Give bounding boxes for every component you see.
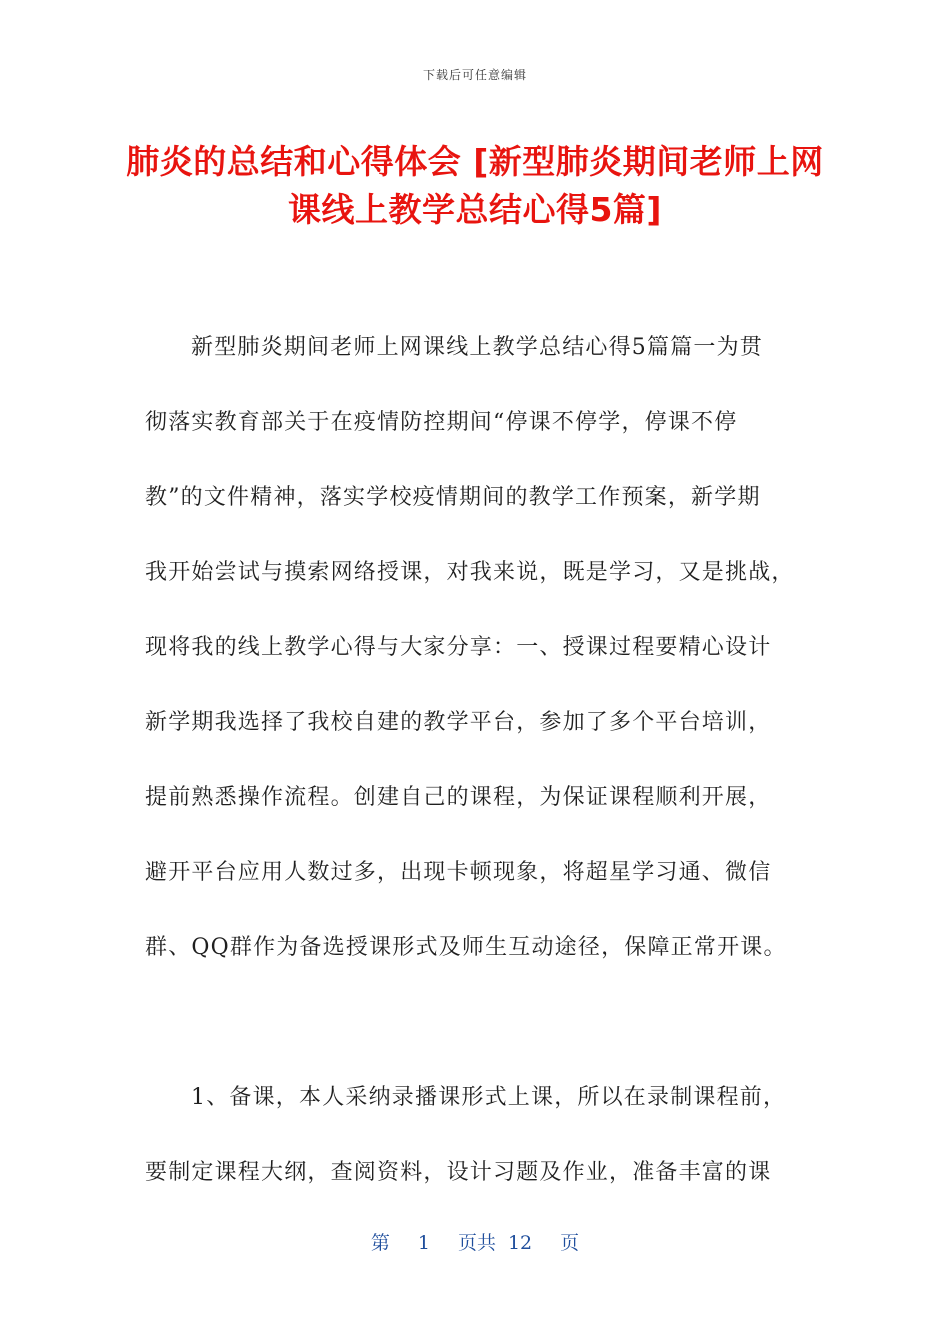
text-line: 群、QQ群作为备选授课形式及师生互动途径，保障正常开课。 — [145, 935, 787, 960]
footer-page-number: 1 — [417, 1232, 430, 1254]
footer-middle: 页共 — [457, 1232, 496, 1254]
paragraph-1 — [145, 330, 805, 970]
text-line: 教”的文件精神，落实学校疫情期间的教学工作预案，新学期 — [145, 485, 761, 510]
text-line: 1、备课，本人采纳录播课形式上课，所以在录制课程前， — [191, 1085, 787, 1110]
footer-suffix: 页 — [560, 1232, 580, 1254]
text-line: 避开平台应用人数过多，出现卡顿现象，将超星学习通、微信 — [145, 860, 772, 885]
document-title: 肺炎的总结和心得体会 [新型肺炎期间老师上网课线上教学总结心得5篇] — [126, 142, 824, 229]
text-line: 新型肺炎期间老师上网课线上教学总结心得5篇篇一为贯 — [191, 335, 763, 360]
text-line: 要制定课程大纲，查阅资料，设计习题及作业，准备丰富的课 — [145, 1160, 772, 1185]
footer-total-pages: 12 — [507, 1232, 533, 1254]
footer-prefix: 第 — [370, 1232, 390, 1254]
page-footer — [0, 1228, 950, 1255]
text-line: 新学期我选择了我校自建的教学平台，参加了多个平台培训， — [145, 710, 772, 735]
text-line: 彻落实教育部关于在疫情防控期间“停课不停学，停课不停 — [145, 410, 738, 435]
header-note: 下载后可任意编辑 — [422, 68, 527, 82]
text-line: 现将我的线上教学心得与大家分享：一、授课过程要精心设计 — [145, 635, 772, 660]
text-line: 我开始尝试与摸索网络授课，对我来说，既是学习，又是挑战， — [145, 560, 795, 585]
text-line: 提前熟悉操作流程。创建自己的课程，为保证课程顺利开展， — [145, 785, 772, 810]
paragraph-2 — [145, 1080, 805, 1190]
